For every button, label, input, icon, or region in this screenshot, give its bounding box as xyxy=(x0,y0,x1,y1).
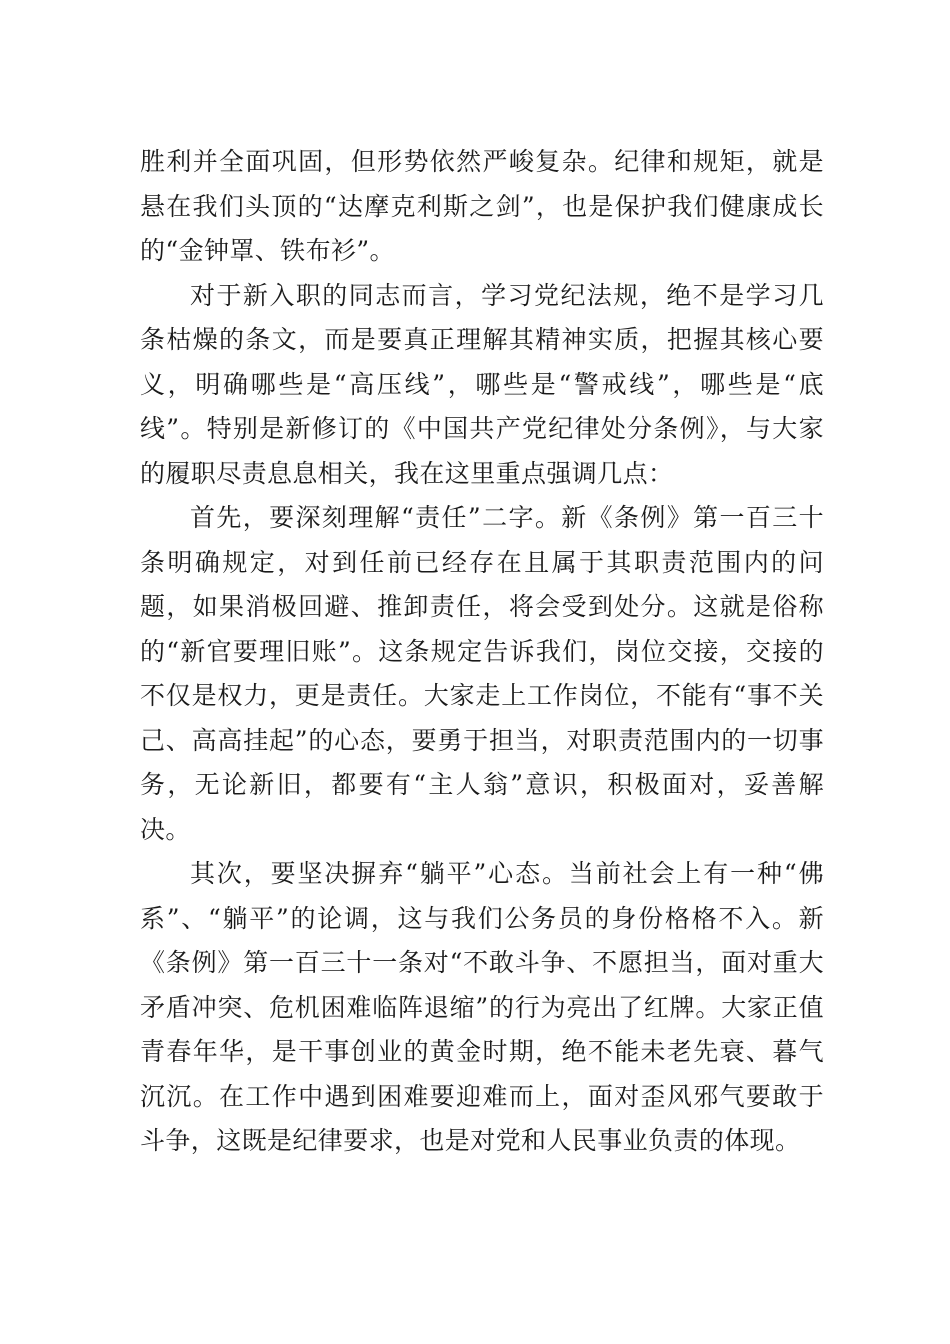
paragraph-new-recruits: 对于新入职的同志而言，学习党纪法规，绝不是学习几条枯燥的条文，而是要真正理解其精神实质，把握其核心要义，明确哪些是“高压线”，哪些是“警戒线”，哪些是“底线”。特别是新修订的《中国共产党纪律处分条例》，与大家的履职尽责息息相关，我在这里重点强调几点： xyxy=(140,280,824,488)
document-body xyxy=(140,140,824,1164)
paragraph-responsibility: 首先，要深刻理解“责任”二字。新《条例》第一百三十条明确规定，对到任前已经存在且属于其职责范围内的问题，如果消极回避、推卸责任，将会受到处分。这就是俗称的“新官要理旧账”。这条规定告诉我们，岗位交接，交接的不仅是权力，更是责任。大家走上工作岗位，不能有“事不关己、高高挂起”的心态，要勇于担当，对职责范围内的一切事务，无论新旧，都要有“主人翁”意识，积极面对，妥善解决。 xyxy=(140,503,824,844)
paragraph-lying-flat: 其次，要坚决摒弃“躺平”心态。当前社会上有一种“佛系”、“躺平”的论调，这与我们公务员的身份格格不入。新《条例》第一百三十一条对“不敢斗争、不愿担当，面对重大矛盾冲突、危机困难临阵退缩”的行为亮出了红牌。大家正值青春年华，是干事创业的黄金时期，绝不能未老先衰、暮气沉沉。在工作中遇到困难要迎难而上，面对歪风邪气要敢于斗争，这既是纪律要求，也是对党和人民事业负责的体现。 xyxy=(140,859,824,1155)
paragraph-continuation: 胜利并全面巩固，但形势依然严峻复杂。纪律和规矩，就是悬在我们头顶的“达摩克利斯之剑”，也是保护我们健康成长的“金钟罩、铁布衫”。 xyxy=(140,147,824,265)
